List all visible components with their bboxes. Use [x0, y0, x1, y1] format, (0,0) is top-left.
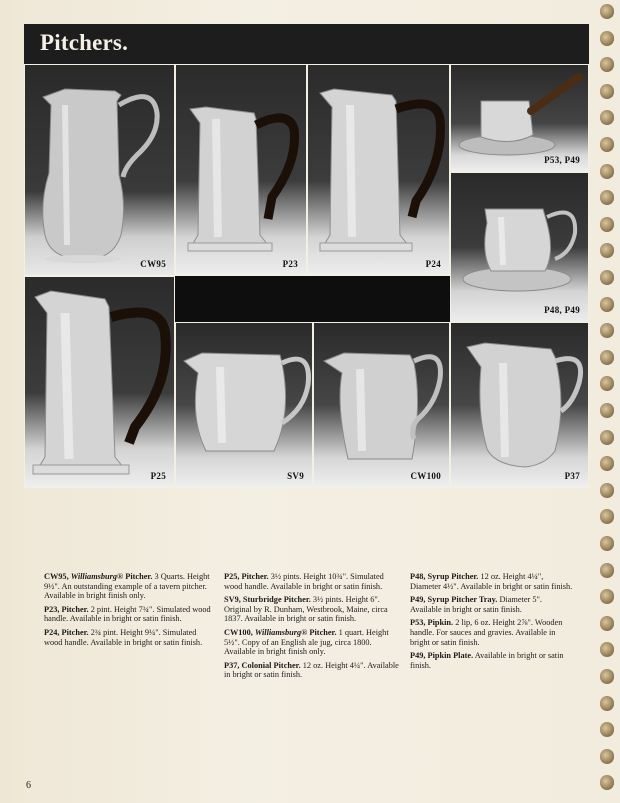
binding-ring [600, 270, 614, 285]
binding-ring [600, 749, 614, 764]
photo-label: P25 [150, 471, 166, 481]
syrup-pitcher-illustration [451, 173, 589, 322]
caption-entry [224, 572, 400, 591]
caption-text: 3½ pints. Height 6". Original by R. Dunham, Westbrook, Maine, circa 1837. Available in bright or satin finish. [224, 595, 388, 624]
caption-text: 2¾ pint. Height 9¼". Simulated wood handle. Available in bright or satin finish. [44, 627, 203, 647]
caption-product-name: Williamsburg® Pitcher. [70, 572, 153, 581]
pitcher-illustration [25, 277, 175, 488]
caption-entry [44, 605, 212, 624]
binding-ring [600, 190, 614, 205]
photo-label: P37 [564, 471, 580, 481]
caption-text: Available in bright or satin finish. [410, 651, 564, 670]
caption-text: 2 pint. Height 7¾". Simulated wood handle. Available in bright or satin finish. [44, 604, 211, 624]
photo-p48-p49 [450, 172, 589, 322]
photo-label: CW95 [140, 259, 166, 269]
caption-column-1 [44, 572, 212, 651]
page-number: 6 [26, 780, 31, 791]
binding-ring [600, 84, 614, 99]
binding-ring [600, 483, 614, 498]
binding-ring [600, 110, 614, 125]
caption-heading: P23, Pitcher. [44, 604, 89, 614]
caption-column-2 [224, 572, 400, 684]
binding-ring [600, 536, 614, 551]
binding-ring [600, 509, 614, 524]
caption-heading: CW100, [224, 627, 253, 637]
photo-label: SV9 [287, 471, 304, 481]
binding-ring [600, 616, 614, 631]
binding-ring [600, 589, 614, 604]
binding-ring [600, 430, 614, 445]
binding-ring [600, 217, 614, 232]
pitcher-illustration [314, 323, 450, 488]
caption-text: 12 oz. Height 4¼". Available in bright or satin finish. [224, 660, 399, 680]
caption-entry [44, 572, 212, 601]
binding-ring [600, 376, 614, 391]
binding-ring [600, 164, 614, 179]
caption-heading: SV9, Sturbridge Pitcher. [224, 595, 311, 605]
pitcher-illustration [176, 323, 313, 488]
photo-cw100 [313, 322, 450, 488]
photo-p37 [450, 322, 589, 488]
caption-entry [410, 651, 574, 670]
binding-ring [600, 563, 614, 578]
photo-p25 [24, 276, 175, 488]
photo-p53-p49 [450, 64, 589, 172]
caption-entry [224, 628, 400, 657]
caption-entry [410, 618, 574, 647]
caption-entry [224, 661, 400, 680]
binding-ring [600, 31, 614, 46]
caption-entry [44, 628, 212, 647]
binding-ring [600, 642, 614, 657]
caption-heading: CW95, [44, 572, 69, 581]
caption-heading: P37, Colonial Pitcher. [224, 660, 301, 670]
photo-label: P48, P49 [544, 305, 580, 315]
caption-heading: P53, Pipkin. [410, 618, 454, 628]
caption-heading: P48, Syrup Pitcher. [410, 572, 479, 581]
spiral-binding [598, 0, 620, 803]
binding-ring [600, 4, 614, 19]
binding-ring [600, 243, 614, 258]
photo-grid [24, 64, 589, 488]
pitcher-illustration [308, 65, 450, 276]
caption-heading: P24, Pitcher. [44, 627, 89, 637]
binding-ring [600, 669, 614, 684]
photo-label: P23 [282, 259, 298, 269]
photo-label: P53, P49 [544, 155, 580, 165]
caption-text: 2 lip, 6 oz. Height 2⅞". Wooden handle. For sauces and gravies. Available in bright or satin finish. [410, 618, 563, 647]
binding-ring [600, 323, 614, 338]
caption-heading: P25, Pitcher. [224, 572, 269, 581]
caption-entry [224, 595, 400, 624]
caption-column-3 [410, 572, 574, 674]
binding-ring [600, 57, 614, 72]
binding-ring [600, 350, 614, 365]
pitcher-illustration [25, 65, 175, 276]
photo-p24 [307, 64, 450, 276]
caption-heading: P49, Syrup Pitcher Tray. [410, 595, 498, 605]
photo-label: CW100 [410, 471, 441, 481]
pitcher-illustration [176, 65, 307, 276]
photo-sv9 [175, 322, 313, 488]
caption-entry [410, 595, 574, 614]
binding-ring [600, 297, 614, 312]
caption-entry [410, 572, 574, 591]
caption-heading: P49, Pipkin Plate. [410, 651, 474, 661]
page-title: Pitchers. [40, 30, 129, 55]
caption-product-name: Williamsburg® Pitcher. [254, 627, 337, 637]
binding-ring [600, 722, 614, 737]
binding-ring [600, 775, 614, 790]
binding-ring [600, 137, 614, 152]
photo-cw95 [24, 64, 175, 276]
pitcher-illustration [451, 323, 589, 488]
caption-text: 12 oz. Height 4¼", Diameter 4½". Available in bright or satin finish. [410, 572, 573, 591]
caption-text: 1 quart. Height 5½". Copy of an English ale jug, circa 1800. Available in bright finish only. [224, 627, 389, 657]
caption-text: Diameter 5". Available in bright or satin finish. [410, 595, 542, 614]
binding-ring [600, 456, 614, 471]
photo-label: P24 [425, 259, 441, 269]
photo-p23 [175, 64, 307, 276]
binding-ring [600, 696, 614, 711]
title-bar [24, 24, 589, 64]
caption-text: 3½ pints. Height 10¾". Simulated wood handle. Available in bright or satin finish. [224, 572, 384, 591]
binding-ring [600, 403, 614, 418]
caption-text: 3 Quarts. Height 9½". An outstanding example of a tavern pitcher. Available in bright finish only. [44, 572, 210, 601]
